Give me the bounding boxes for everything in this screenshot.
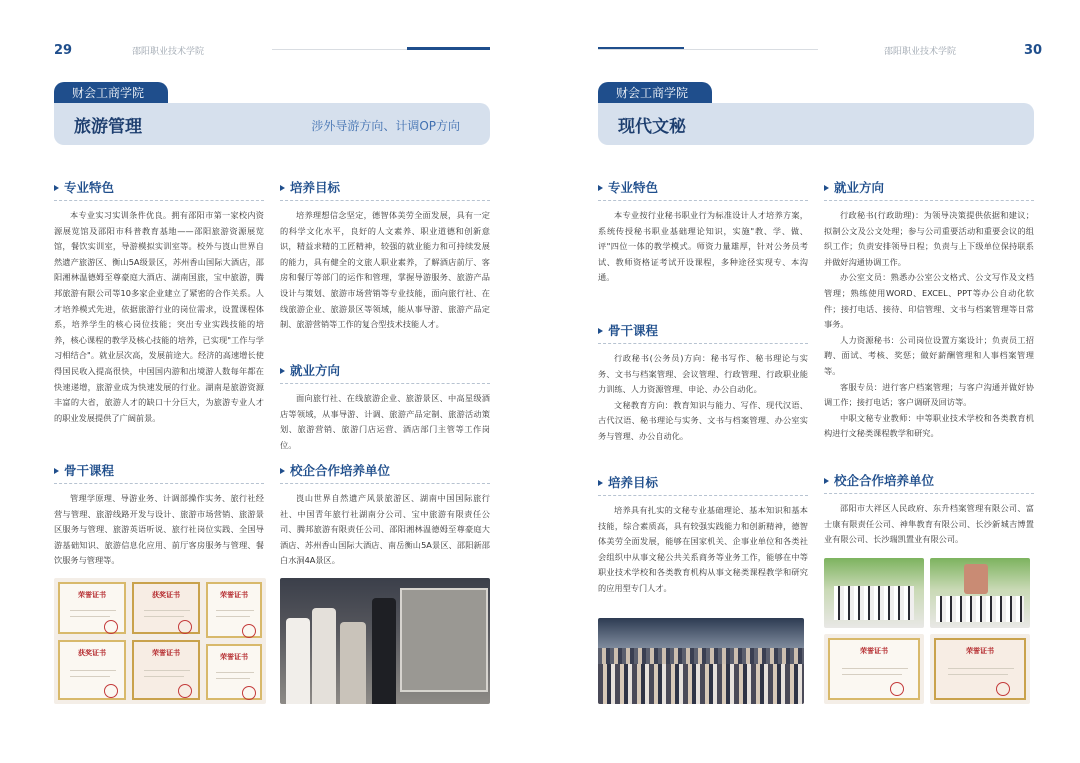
major-title: 旅游管理 xyxy=(74,117,142,137)
section-paragraph: 崀山世界自然遗产风景旅游区、湖南中国国际旅行社、中国青年旅行社湖南分公司、宝中旅游有限责任公司、腾邦旅游有限责任公司、邵阳湘林温德姆至尊豪庭大酒店、苏州香山国际大酒店、南岳衡山5A景区、邵阳新邵白水洞4A景区。 xyxy=(280,493,490,566)
section-courses xyxy=(54,462,264,569)
outdoor-team-photo xyxy=(824,558,924,628)
certificate-title: 荣誉证书 xyxy=(78,591,106,599)
certificate-title: 荣誉证书 xyxy=(966,647,994,655)
section-title: 就业方向 xyxy=(280,362,490,380)
section-title: 骨干课程 xyxy=(598,322,808,340)
seal-icon xyxy=(242,686,256,700)
major-title: 现代文秘 xyxy=(618,117,686,137)
section-title: 专业特色 xyxy=(598,179,808,197)
certificate xyxy=(206,582,262,638)
guide-training-photo xyxy=(280,578,490,704)
landmark-stone xyxy=(964,564,988,594)
section-title: 校企合作培养单位 xyxy=(280,462,490,480)
section-divider xyxy=(824,200,1034,201)
certificate-title: 获奖证书 xyxy=(152,591,180,599)
seal-icon xyxy=(890,682,904,696)
section-divider xyxy=(598,200,808,201)
certificate-title: 获奖证书 xyxy=(78,649,106,657)
section-paragraph: 培养具有扎实的文秘专业基础理论、基本知识和基本技能，综合素质高，具有较强实践能力和创新精神，德智体美劳全面发展，能够在国家机关、企事业单位和各类社会组织中从事文秘公共关系商务等业务工作，能够在中等职业技术学校和各类教育机构从事文秘类课程教学和研究的应用型专门人才。 xyxy=(598,505,808,593)
section-divider xyxy=(280,200,490,201)
student-figure xyxy=(286,618,310,704)
section-partners xyxy=(824,472,1034,548)
display-board xyxy=(400,588,488,692)
section-employment xyxy=(280,362,490,453)
major-banner xyxy=(54,103,490,145)
section-divider xyxy=(280,383,490,384)
outdoor-team-photo xyxy=(930,558,1030,628)
team-row xyxy=(834,586,914,620)
section-paragraph: 邵阳市大祥区人民政府、东升档案管理有限公司、富士康有限责任公司、神隼教育有限公司、长沙新城吉博置业有限公司、长沙瑞凯置业有限公司。 xyxy=(824,503,1034,545)
seal-icon xyxy=(178,684,192,698)
certificate-photo xyxy=(824,634,924,704)
team-row xyxy=(936,596,1024,622)
section-employment xyxy=(824,179,1034,442)
seal-icon xyxy=(104,684,118,698)
section-title: 校企合作培养单位 xyxy=(824,472,1034,490)
section-goals xyxy=(598,474,808,597)
seal-icon xyxy=(104,620,118,634)
section-paragraph: 中职文秘专业教师：中等职业技术学校和各类教育机构进行文秘类课程教学和研究。 xyxy=(824,412,1034,439)
student-figure xyxy=(312,608,336,704)
certificate xyxy=(132,640,200,700)
certificate-title: 荣誉证书 xyxy=(860,647,888,655)
seal-icon xyxy=(242,624,256,638)
page-number: 30 xyxy=(1024,43,1043,58)
section-paragraph: 文秘教育方向：教育知识与能力、写作、现代汉语、古代汉语、秘书理论与实务、文书与档案管理、办公室实务与管理、办公自动化。 xyxy=(598,399,808,441)
section-divider xyxy=(54,483,264,484)
section-divider xyxy=(54,200,264,201)
section-paragraph: 办公室文员：熟悉办公室公文格式、公文写作及文档管理；熟练使用WORD、EXCEL、PPT等办公自动化软件；接打电话、接待、印信管理、文书与档案管理等日常事务。 xyxy=(824,272,1034,330)
section-partners xyxy=(280,462,490,569)
section-title: 培养目标 xyxy=(280,179,490,197)
section-features xyxy=(54,179,264,426)
section-goals xyxy=(280,179,490,333)
crowd-row xyxy=(598,662,804,704)
section-paragraph: 本专业按行业秘书职业行为标准设计人才培养方案，系统传授秘书职业基础理论知识，实施"教、学、做、评"四位一体的教学模式。师资力量雄厚，针对公务员考试、教师资格证考试开设课程，多种途径实现专、本沟通。 xyxy=(598,210,808,283)
major-banner xyxy=(598,103,1034,145)
section-features xyxy=(598,179,808,286)
section-paragraph: 培养理想信念坚定，德智体美劳全面发展，具有一定的科学文化水平，良好的人文素养、职业道德和创新意识，精益求精的工匠精神，较强的就业能力和可持续发展的能力，具有健全的文旅人职业素养，了解酒店前厅、客房和餐厅等部门的运作和管理，掌握导游服务、旅游产品设计与策划、旅游市场营销等专业技能，面向旅行社、在线旅游企业、旅游景区等领域，能从事导游、旅游产品定制、旅游营销等工作的复合型技术技能人才。 xyxy=(280,210,490,330)
section-divider xyxy=(598,343,808,344)
department-tab: 财会工商学院 xyxy=(54,82,168,104)
header-college-name: 邵阳职业技术学院 xyxy=(884,47,957,57)
department-tab: 财会工商学院 xyxy=(598,82,712,104)
section-paragraph: 面向旅行社、在线旅游企业、旅游景区、中高星级酒店等领域，从事导游、计调、旅游产品定制、旅游活动策划、旅游营销、旅游门店运营、酒店部门主管等工作岗位。 xyxy=(280,393,490,450)
certificate xyxy=(828,638,920,700)
header-college-name: 邵阳职业技术学院 xyxy=(132,47,205,57)
page-number: 29 xyxy=(54,43,73,58)
certificate-title: 荣誉证书 xyxy=(152,649,180,657)
certificate xyxy=(58,640,126,700)
certificate xyxy=(206,644,262,700)
section-paragraph: 客服专员：进行客户档案管理；与客户沟通并做好协调工作；接打电话；客户调研及回访等。 xyxy=(824,381,1034,408)
seal-icon xyxy=(178,620,192,634)
section-paragraph: 行政秘书(行政助理)：为领导决策提供依据和建议；拟制公文及公文处理；参与公司重要活动和重要会议的组织工作；负责安排领导日程；负责与上下级单位保持联系并做好沟通协调工作。 xyxy=(824,210,1034,267)
section-title: 专业特色 xyxy=(54,179,264,197)
section-title: 培养目标 xyxy=(598,474,808,492)
section-divider xyxy=(598,495,808,496)
section-paragraph: 管理学原理、导游业务、计调部操作实务、旅行社经营与管理、旅游线路开发与设计、旅游市场营销、旅游景区服务与管理、旅游英语听说、旅行社岗位实践、全国导游基础知识、旅游信息化应用、前厅客房服务与管理、餐饮服务与管理等。 xyxy=(54,493,264,566)
group-photo xyxy=(598,618,804,704)
certificate xyxy=(132,582,200,634)
certificate xyxy=(934,638,1026,700)
certificate xyxy=(58,582,126,634)
student-figure xyxy=(340,622,366,704)
section-paragraph: 人力资源秘书：公司岗位设置方案设计；负责员工招聘、面试、考核、奖惩；做好薪酬管理和人事档案管理等。 xyxy=(824,334,1034,376)
section-divider xyxy=(280,483,490,484)
right-page xyxy=(540,0,1080,763)
certificates-photo xyxy=(54,578,266,704)
section-title: 骨干课程 xyxy=(54,462,264,480)
major-subtitle: 涉外导游方向、计调OP方向 xyxy=(311,119,460,133)
section-paragraph: 行政秘书(公务员)方向：秘书写作、秘书理论与实务、文书与档案管理、会议管理、行政管理、行政职业能力训练、人力资源管理、申论、办公自动化。 xyxy=(598,353,808,395)
crowd-row xyxy=(598,648,804,664)
certificate-title: 荣誉证书 xyxy=(220,591,248,599)
header-rule xyxy=(598,49,818,50)
section-title: 就业方向 xyxy=(824,179,1034,197)
header-accent-bar xyxy=(407,47,490,50)
section-paragraph: 本专业实习实训条件优良。拥有邵阳市第一家校内资源展览馆及邵阳市科普教育基地——邵阳旅游资源展览馆，餐饮实训室，导游模拟实训室等。校外与崀山世界自然遗产旅游区、衡山5A级景区，苏州香山国际大酒店，邵阳湘林温德姆至尊豪庭大酒店、湖南国旅，宝中旅游，腾邦旅游有限公司等10多家企业建立了紧密的合作关系。人才培养模式先进，依据旅游行业的岗位需求，设置课程体系，培养学生的核心岗位技能；突出专业实践技能的培养，核心课程的教学及核心技能的培养，已实现"工作与学习相结合"。就业层次高，发展前途大。经济的高速增长使得国民收入提高很快，中国国内游和出境游人数每年都在快速递增，旅游业成为快速发展的行业。湖南是旅游资源丰富的大省，旅游人才的缺口十分巨大，为旅游专业人才的职业发展提供了广阔前景。 xyxy=(54,210,264,423)
certificate-photo xyxy=(930,634,1030,704)
section-divider xyxy=(824,493,1034,494)
seal-icon xyxy=(996,682,1010,696)
guide-figure xyxy=(372,598,396,704)
certificate-title: 荣誉证书 xyxy=(220,653,248,661)
section-courses xyxy=(598,322,808,445)
